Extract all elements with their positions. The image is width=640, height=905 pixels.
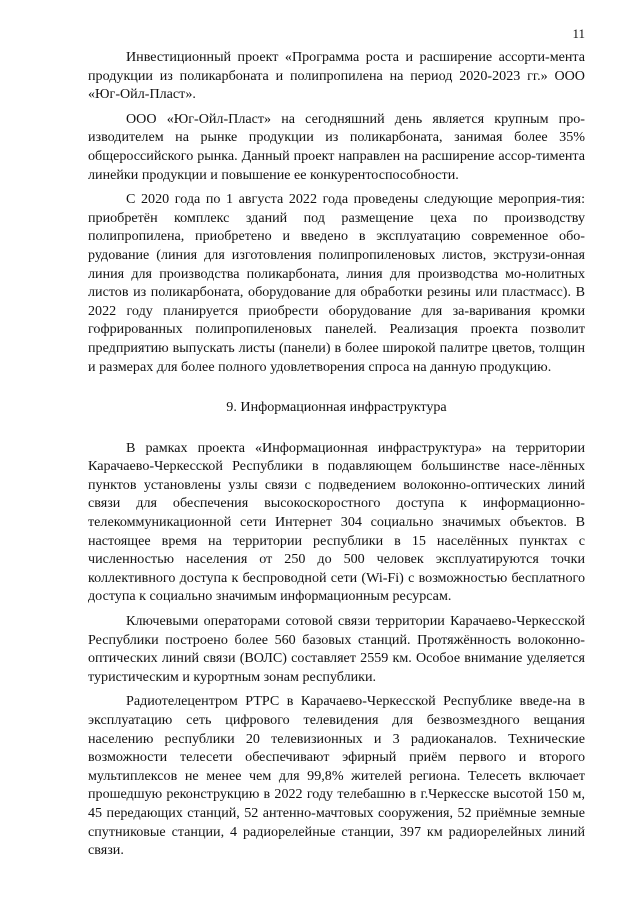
paragraph-rtrs: Радиотелецентром РТРС в Карачаево-Черкесской Республике введе-на в эксплуатацию сеть цифрового телевидения для безвозмездного вещания населению республики 20 телевизионных и 3 радиоканалов. Технические возможности телесети обеспечивают эфирный приём первого и второго мультиплексов не менее чем для 99,8% жителей региона. Телесеть включает прошедшую реконструкцию в 2022 году телебашню в г.Черкесске высотой 150 м, 45 передающих станций, 52 антенно-мачтовых сооружения, 52 приёмные земные спутниковые станции, 4 радиорелейные станции, 397 км радиорелейных линий связи. [88,693,585,859]
paragraph-info-infrastructure: В рамках проекта «Информационная инфраструктура» на территории Карачаево-Черкесской Республики в подавляющем большинстве насе-лённых пунктов установлены узлы связи с подведением волоконно-оптических линий связи для обеспечения высокоскоростного доступа к информационно-телекоммуникационной сети Интернет 304 социально значимых объектов. В настоящее время на территории республики в 15 населённых пунктах с численностью населения от 250 до 500 человек эксплуатируются точки коллективного доступа к беспроводной сети (Wi-Fi) с возможностью бесплатного доступа к социально значимым информационным ресурсам. [88,439,585,605]
paragraph-investment-project: Инвестиционный проект «Программа роста и расширение ассорти-мента продукции из поликарбоната и полипропилена на период 2020-2023 гг.» ООО «Юг-Ойл-Пласт». [88,49,585,103]
paragraph-cellular-operators: Ключевыми операторами сотовой связи территории Карачаево-Черкесской Республики построено более 560 базовых станций. Протяжённость волоконно-оптических линий связи (ВОЛС) составляет 2559 км. Особое внимание уделяется туристическим и курортным зонам республики. [88,613,585,685]
document-page [88,24,585,860]
page-number: 11 [572,26,585,41]
paragraph-company-info: ООО «Юг-Ойл-Пласт» на сегодняшний день является крупным про-изводителем на рынке продукции из поликарбоната, занимая более 35% общероссийского рынка. Данный проект направлен на расширение ассор-тимента линейки продукции и повышение ее конкурентоспособности. [88,110,585,183]
section-heading: 9. Информационная инфраструктура [226,399,447,416]
paragraph-measures: С 2020 года по 1 августа 2022 года проведены следующие мероприя-тия: приобретён комплекс зданий под размещение цеха по производству полипропилена, приобретено и введено в эксплуатацию современное обо-рудование (линия для изготовления полипропиленовых листов, экструзи-онная линия для производства поликарбоната, линия для производства мо-нолитных листов из поликарбоната, оборудование для обработки резины или пластмасс). В 2022 году планируется приобрести оборудование для за-варивания кромки гофрированных полипропиленовых панелей. Реализация проекта позволит предприятию выпускать листы (панели) в более широкой палитре цветов, толщин и размерах для более полного удовлетворения спроса на данную продукцию. [88,191,585,375]
